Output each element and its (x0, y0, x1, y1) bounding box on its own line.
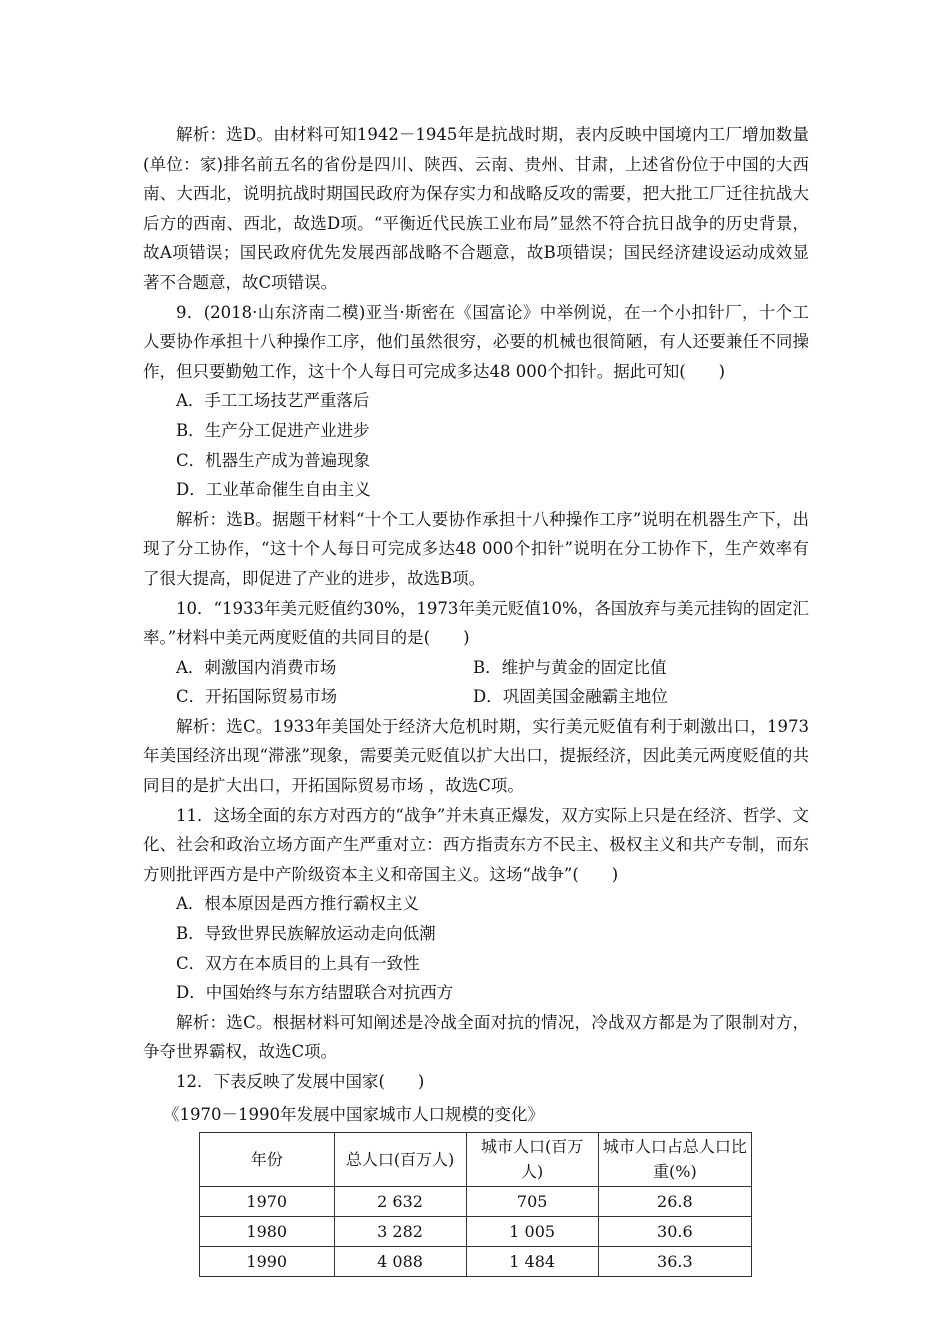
answer-option: C．开拓国际贸易市场 (176, 687, 338, 707)
answer-option: A．刺激国内消费市场 (176, 657, 337, 677)
header-urban-population: 城市人口(百万人) (466, 1132, 598, 1186)
answer-option: D．巩固美国金融霸主地位 (473, 687, 668, 707)
answer-option: C．机器生产成为普遍现象 (176, 450, 371, 470)
cell-urban-ratio: 26.8 (598, 1186, 751, 1216)
header-urban-ratio: 城市人口占总人口比重(%) (598, 1132, 751, 1186)
answer-option: B．导致世界民族解放运动走向低潮 (176, 924, 436, 944)
answer-option: B．生产分工促进产业进步 (176, 420, 370, 440)
document-page (143, 120, 809, 1277)
table-caption: 《1970－1990年发展中国家城市人口规模的变化》 (163, 1104, 544, 1124)
table-row (200, 1246, 752, 1276)
cell-year: 1990 (200, 1246, 335, 1276)
answer-option: D．中国始终与东方结盟联合对抗西方 (176, 983, 454, 1003)
paragraph: 11．这场全面的东方对西方的“战争”并未真正爆发，双方实际上只是在经济、哲学、文化、社会和政治立场方面产生严重对立：西方指责东方不民主、极权主义和共产专制，而东方则批评西方是中产阶级资本主义和帝国主义。这场“战争”( ) (143, 805, 809, 884)
answer-option: C．双方在本质目的上具有一致性 (176, 953, 420, 973)
table-row (200, 1216, 752, 1246)
cell-urban-population: 1 005 (466, 1216, 598, 1246)
paragraph: 12．下表反映了发展中国家( ) (176, 1072, 425, 1091)
table-header-row (200, 1132, 752, 1186)
option-row (143, 682, 809, 712)
header-total-population: 总人口(百万人) (334, 1132, 466, 1186)
answer-option: A．手工工场技艺严重落后 (176, 391, 370, 411)
answer-option: B．维护与黄金的固定比值 (473, 657, 667, 677)
paragraph: 9．(2018·山东济南二模)亚当·斯密在《国富论》中举例说，在一个小扣针厂，十个工人要协作承担十八种操作工序，他们虽然很穷，必要的机械也很简陋，有人还要兼任不同操作，但只要勤勉工作，这十个人每日可完成多达48 000个扣针。据此可知( ) (143, 302, 809, 381)
cell-total-population: 2 632 (334, 1186, 466, 1216)
cell-urban-population: 1 484 (466, 1246, 598, 1276)
table-row (200, 1186, 752, 1216)
header-year: 年份 (200, 1132, 335, 1186)
paragraph: 解析：选B。据题干材料“十个工人要协作承担十八种操作工序”说明在机器生产下，出现了分工协作，“这十个人每日可完成多达48 000个扣针”说明在分工协作下，生产效率有了很大提高，即促进了产业的进步，故选B项。 (143, 509, 809, 588)
cell-urban-ratio: 30.6 (598, 1216, 751, 1246)
cell-total-population: 3 282 (334, 1216, 466, 1246)
option-row (143, 653, 809, 683)
cell-year: 1980 (200, 1216, 335, 1246)
answer-option: A．根本原因是西方推行霸权主义 (176, 894, 419, 914)
cell-urban-ratio: 36.3 (598, 1246, 751, 1276)
cell-year: 1970 (200, 1186, 335, 1216)
cell-urban-population: 705 (466, 1186, 598, 1216)
paragraph: 解析：选D。由材料可知1942－1945年是抗战时期，表内反映中国境内工厂增加数量(单位：家)排名前五名的省份是四川、陕西、云南、贵州、甘肃，上述省份位于中国的大西南、大西北，说明抗战时期国民政府为保存实力和战略反攻的需要，把大批工厂迁往抗战大后方的西南、西北，故选D项。“平衡近代民族工业布局”显然不符合抗日战争的历史背景，故A项错误；国民政府优先发展西部战略不合题意，故B项错误；国民经济建设运动成效显著不合题意，故C项错误。 (143, 125, 809, 292)
document-body (143, 120, 809, 1097)
paragraph: 解析：选C。1933年美国处于经济大危机时期，实行美元贬值有利于刺激出口，1973年美国经济出现“滞涨”现象，需要美元贬值以扩大出口，提振经济，因此美元两度贬值的共同目的是扩大出口，开拓国际贸易市场 ，故选C项。 (143, 716, 809, 796)
answer-option: D．工业革命催生自由主义 (176, 480, 371, 500)
paragraph: 解析：选C。根据材料可知阐述是冷战全面对抗的情况，冷战双方都是为了限制对方，争夺世界霸权，故选C项。 (143, 1012, 809, 1062)
cell-total-population: 4 088 (334, 1246, 466, 1276)
paragraph: 10．“1933年美元贬值约30%，1973年美元贬值10%，各国放弃与美元挂钩的固定汇率。”材料中美元两度贬值的共同目的是( ) (143, 598, 809, 648)
population-table (199, 1132, 752, 1277)
